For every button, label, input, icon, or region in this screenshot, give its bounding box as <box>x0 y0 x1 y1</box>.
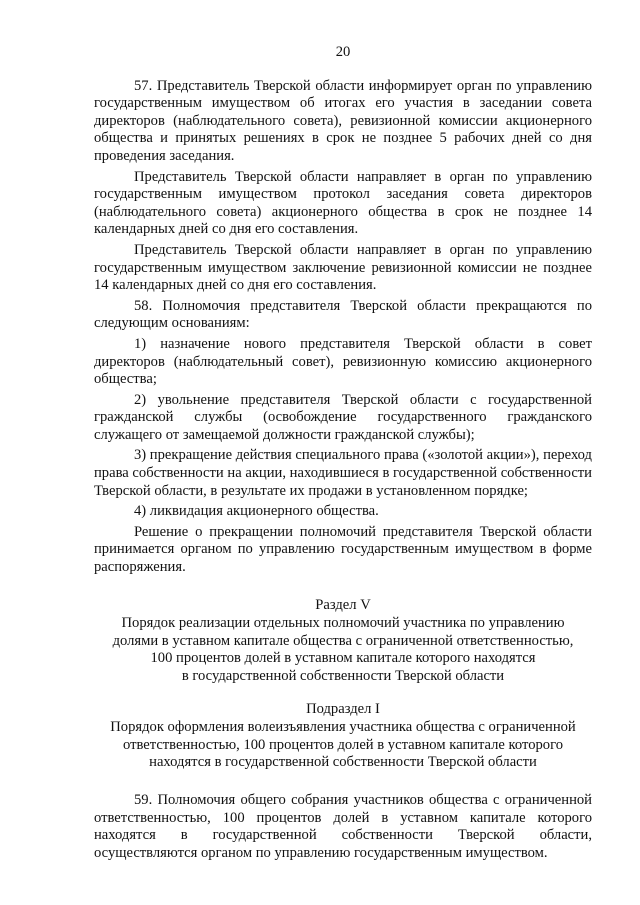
subsection-title-line-3: находятся в государственной собственности Тверской области <box>149 754 537 771</box>
paragraph-protocol: Представитель Тверской области направляет в орган по управлению государственным имуществом протокол заседания совета директоров (наблюдательного совета) акционерного общества в срок не позднее 14 календарных дней со дня его составления. <box>94 168 592 238</box>
paragraph-audit-conclusion: Представитель Тверской области направляет в орган по управлению государственным имуществом заключение ревизионной комиссии не позднее 14 календарных дней со дня его составления. <box>94 241 592 294</box>
list-item-2: 2) увольнение представителя Тверской области с государственной гражданской службы (освобождение государственного гражданского служащего от замещаемой должности гражданской службы); <box>94 391 592 443</box>
section-title-line-1: Порядок реализации отдельных полномочий участника по управлению <box>121 615 565 632</box>
paragraph-59: 59. Полномочия общего собрания участников общества с ограниченной ответственностью, 100 процентов долей в уставном капитале которого находятся в государственной собственности Тверской области, осуществляются органом по управлению государственным имуществом. <box>94 791 592 861</box>
subsection-label: Подраздел I <box>306 700 380 717</box>
paragraph-58: 58. Полномочия представителя Тверской области прекращаются по следующим основаниям: <box>94 297 592 332</box>
list-item-1: 1) назначение нового представителя Тверской области в совет директоров (наблюдательный совет), ревизионную комиссию акционерного общества; <box>94 335 592 388</box>
section-title-line-4: в государственной собственности Тверской области <box>181 668 505 684</box>
subsection-title-line-2: ответственностью, 100 процентов долей в уставном капитале которого <box>123 736 563 753</box>
section-title-line-3: 100 процентов долей в уставном капитале которого находятся <box>150 650 536 667</box>
list-item-3: 3) прекращение действия специального права («золотой акции»), переход права собственности на акции, находившиеся в государственной собственности Тверской области, в результате их продажи в установленном порядке; <box>94 447 592 499</box>
paragraph-termination-decision: Решение о прекращении полномочий представителя Тверской области принимается органом по управлению государственным имуществом в форме распоряжения. <box>94 523 592 576</box>
list-item-4: 4) ликвидация акционерного общества. <box>134 503 379 520</box>
subsection-title-line-1: Порядок оформления волеизъявления участника общества с ограниченной <box>110 719 576 736</box>
section-label: Раздел V <box>315 596 371 613</box>
paragraph-57: 57. Представитель Тверской области информирует орган по управлению государственным имуществом об итогах его участия в заседании совета директоров (наблюдательного совета), ревизионной комиссии акционерного общества и принятых решениях в срок не позднее 5 рабочих дней со дня проведения заседания. <box>94 77 592 164</box>
section-title-line-2: долями в уставном капитале общества с ограниченной ответственностью, <box>112 632 574 649</box>
page-number: 20 <box>335 44 351 60</box>
